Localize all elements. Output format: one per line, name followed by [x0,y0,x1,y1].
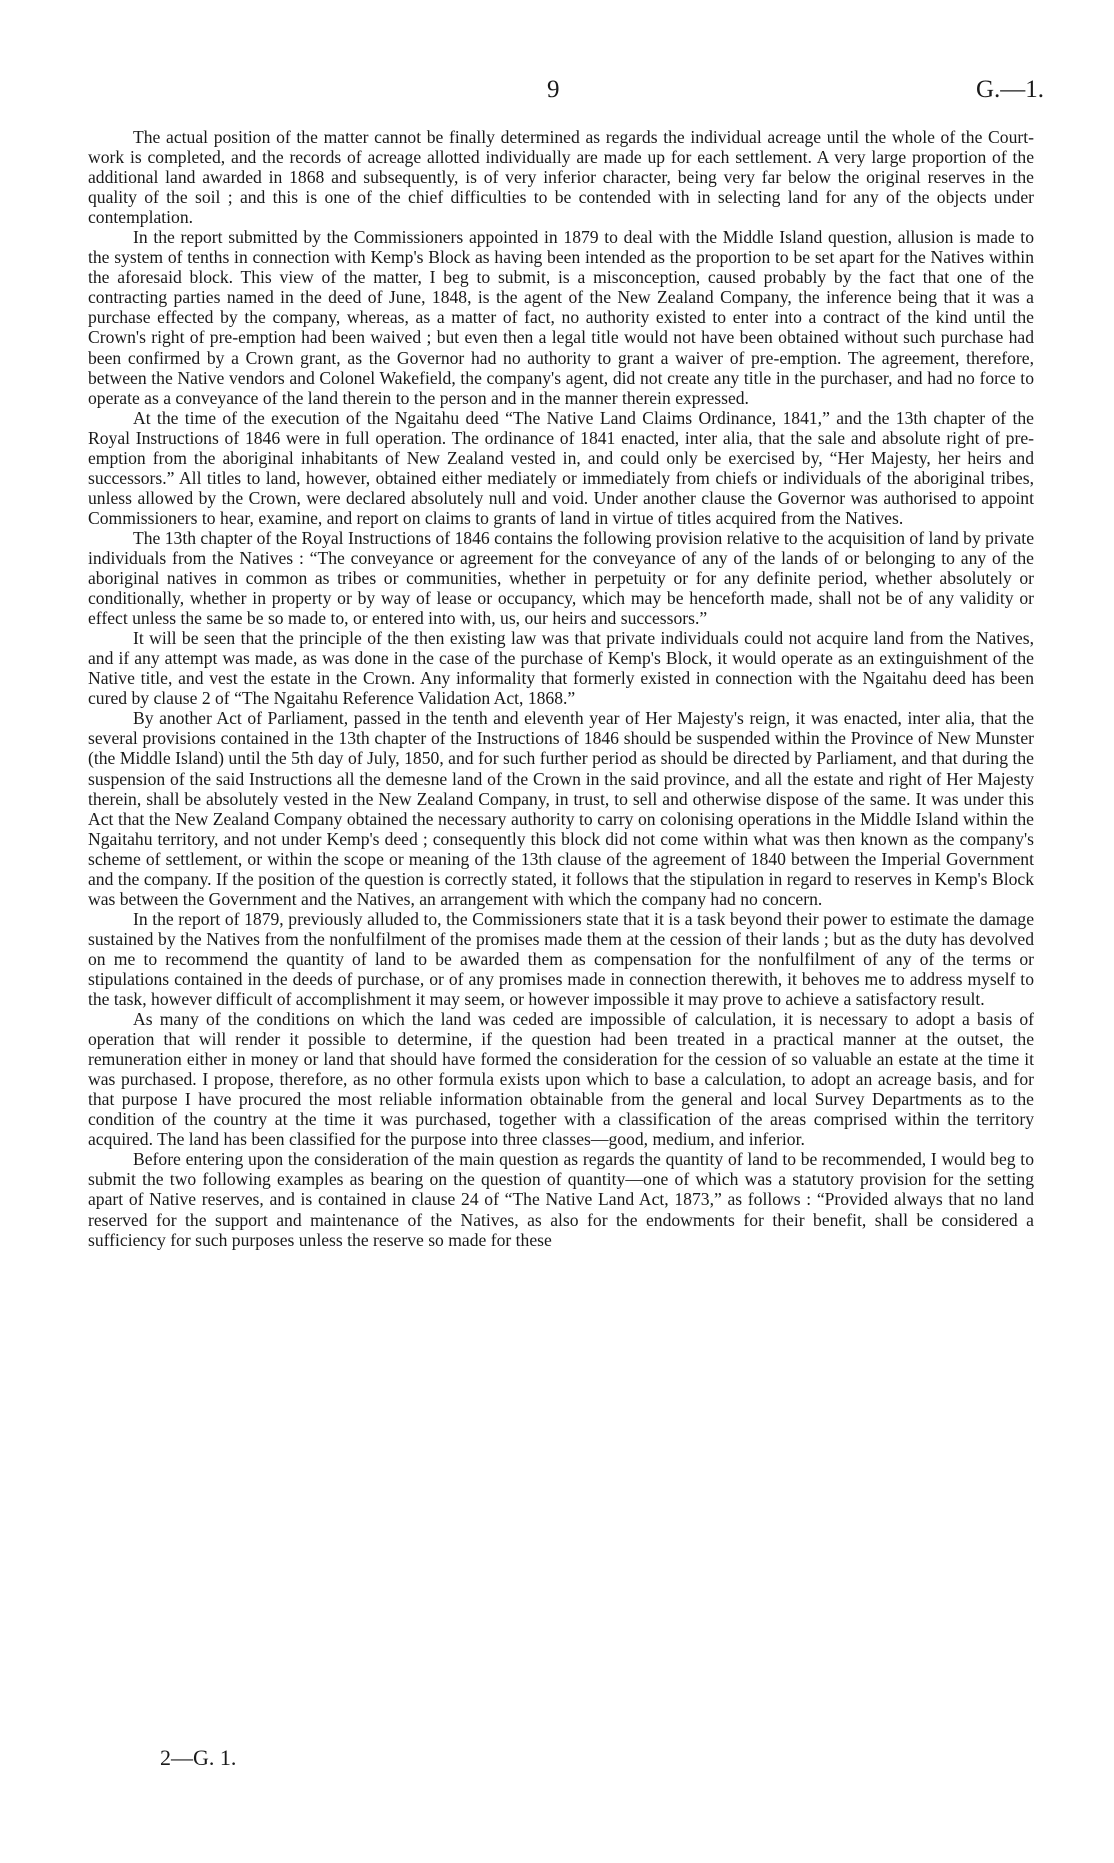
paragraph: In the report submitted by the Commissioners appointed in 1879 to deal with the Middle Island question, allusion is made to the system of tenths in connection with Kemp's Block as having been intended as the proportion to be set apart for the Natives within the aforesaid block. This view of the matter, I beg to submit, is a misconception, caused probably by the fact that one of the contracting parties named in the deed of June, 1848, is the agent of the New Zealand Company, the inference being that it was a purchase effected by the company, whereas, as a matter of fact, no authority existed to enter into a contract of the kind until the Crown's right of pre-emption had been waived ; but even then a legal title would not have been obtained without such purchase had been confirmed by a Crown grant, as the Governor had no authority to grant a waiver of pre-emption. The agreement, therefore, between the Native vendors and Colonel Wakefield, the company's agent, did not create any title in the purchaser, and had no force to operate as a conveyance of the land therein to the person and in the manner therein expressed. [88,227,1034,408]
paragraph: It will be seen that the principle of the then existing law was that private individuals could not acquire land from the Natives, and if any attempt was made, as was done in the case of the purchase of Kemp's Block, it would operate as an extinguishment of the Native title, and vest the estate in the Crown. Any informality that formerly existed in connection with the Ngaitahu deed has been cured by clause 2 of “The Ngaitahu Reference Validation Act, 1868.” [88,628,1034,709]
paragraph: As many of the conditions on which the land was ceded are impossible of calculation, it is necessary to adopt a basis of operation that will render it possible to determine, if the question had been treated in a practical manner at the outset, the remuneration either in money or land that should have formed the consideration for the cession of so valuable an estate at the time it was purchased. I propose, therefore, as no other formula exists upon which to base a calculation, to adopt an acreage basis, and for that purpose I have procured the most reliable information obtainable from the general and local Survey Departments as to the condition of the country at the time it was purchased, together with a classification of the areas comprised within the territory acquired. The land has been classified for the purpose into three classes—good, medium, and inferior. [88,1009,1034,1150]
paragraph: The actual position of the matter cannot be finally determined as regards the individual acreage until the whole of the Court-work is completed, and the records of acreage allotted individually are made up for each settlement. A very large proportion of the additional land awarded in 1868 and subsequently, is of very inferior character, being very far below the original reserves in the quality of the soil ; and this is one of the chief difficulties to be contended with in selecting land for any of the objects under contemplation. [88,127,1034,228]
paragraph: The 13th chapter of the Royal Instructions of 1846 contains the following provision relative to the acquisition of land by private individuals from the Natives : “The conveyance or agreement for the conveyance of any of the lands of or belonging to any of the aboriginal natives in common as tribes or communities, whether in perpetuity or for any definite period, whether absolutely or conditionally, whether in property or by way of lease or occupancy, which may be henceforth made, shall not be of any validity or effect unless the same be so made to, or entered into with, us, our heirs and successors.” [88,527,1034,629]
paragraph: By another Act of Parliament, passed in the tenth and eleventh year of Her Majesty's reign, it was enacted, inter alia, that the several provisions contained in the 13th chapter of the Instructions of 1846 should be suspended within the Province of New Munster (the Middle Island) until the 5th day of July, 1850, and for such further period as should be directed by Parliament, and that during the suspension of the said Instructions all the demesne land of the Crown in the said province, and all the estate and right of Her Majesty therein, shall be absolutely vested in the New Zealand Company, in trust, to sell and otherwise dispose of the same. It was under this Act that the New Zealand Company obtained the necessary authority to carry on colonising operations in the Middle Island within the Ngaitahu territory, and not under Kemp's deed ; consequently this block did not come within what was then known as the company's scheme of settlement, or within the scope or meaning of the 13th clause of the agreement of 1840 between the Imperial Government and the company. If the position of the question is correctly stated, it follows that the stipulation in regard to reserves in Kemp's Block was between the Government and the Natives, an arrangement with which the company had no concern. [88,708,1034,909]
document-reference: G.—1. [975,76,1044,103]
body-text [88,127,1034,1250]
page-number: 9 [547,76,560,103]
printer-signature: 2—G. 1. [160,1745,237,1770]
paragraph: Before entering upon the consideration of the main question as regards the quantity of land to be recommended, I would beg to submit the two following examples as bearing on the question of quantity—one of which was a statutory provision for the setting apart of Native reserves, and is contained in clause 24 of “The Native Land Act, 1873,” as follows : “Provided always that no land reserved for the support and maintenance of the Natives, as also for the endowments for their benefit, shall be considered a sufficiency for such purposes unless the reserve so made for these [88,1149,1034,1250]
paragraph: At the time of the execution of the Ngaitahu deed “The Native Land Claims Ordinance, 1841,” and the 13th chapter of the Royal Instructions of 1846 were in full operation. The ordinance of 1841 enacted, inter alia, that the sale and absolute right of pre-emption from the aboriginal inhabitants of New Zealand vested in, and could only be exercised by, “Her Majesty, her heirs and successors.” All titles to land, however, obtained either mediately or immediately from chiefs or individuals of the aboriginal tribes, unless allowed by the Crown, were declared absolutely null and void. Under another clause the Governor was authorised to appoint Commissioners to hear, examine, and report on claims to grants of land in virtue of titles acquired from the Natives. [88,407,1034,528]
paragraph: In the report of 1879, previously alluded to, the Commissioners state that it is a task beyond their power to estimate the damage sustained by the Natives from the nonfulfilment of the promises made them at the cession of their lands ; but as the duty has devolved on me to recommend the quantity of land to be awarded them as compensation for the nonfulfilment of any of the terms or stipulations contained in the deeds of purchase, or of any promises made in connection therewith, it behoves me to address myself to the task, however difficult of accomplishment it may seem, or however impossible it may prove to achieve a satisfactory result. [88,908,1034,1010]
